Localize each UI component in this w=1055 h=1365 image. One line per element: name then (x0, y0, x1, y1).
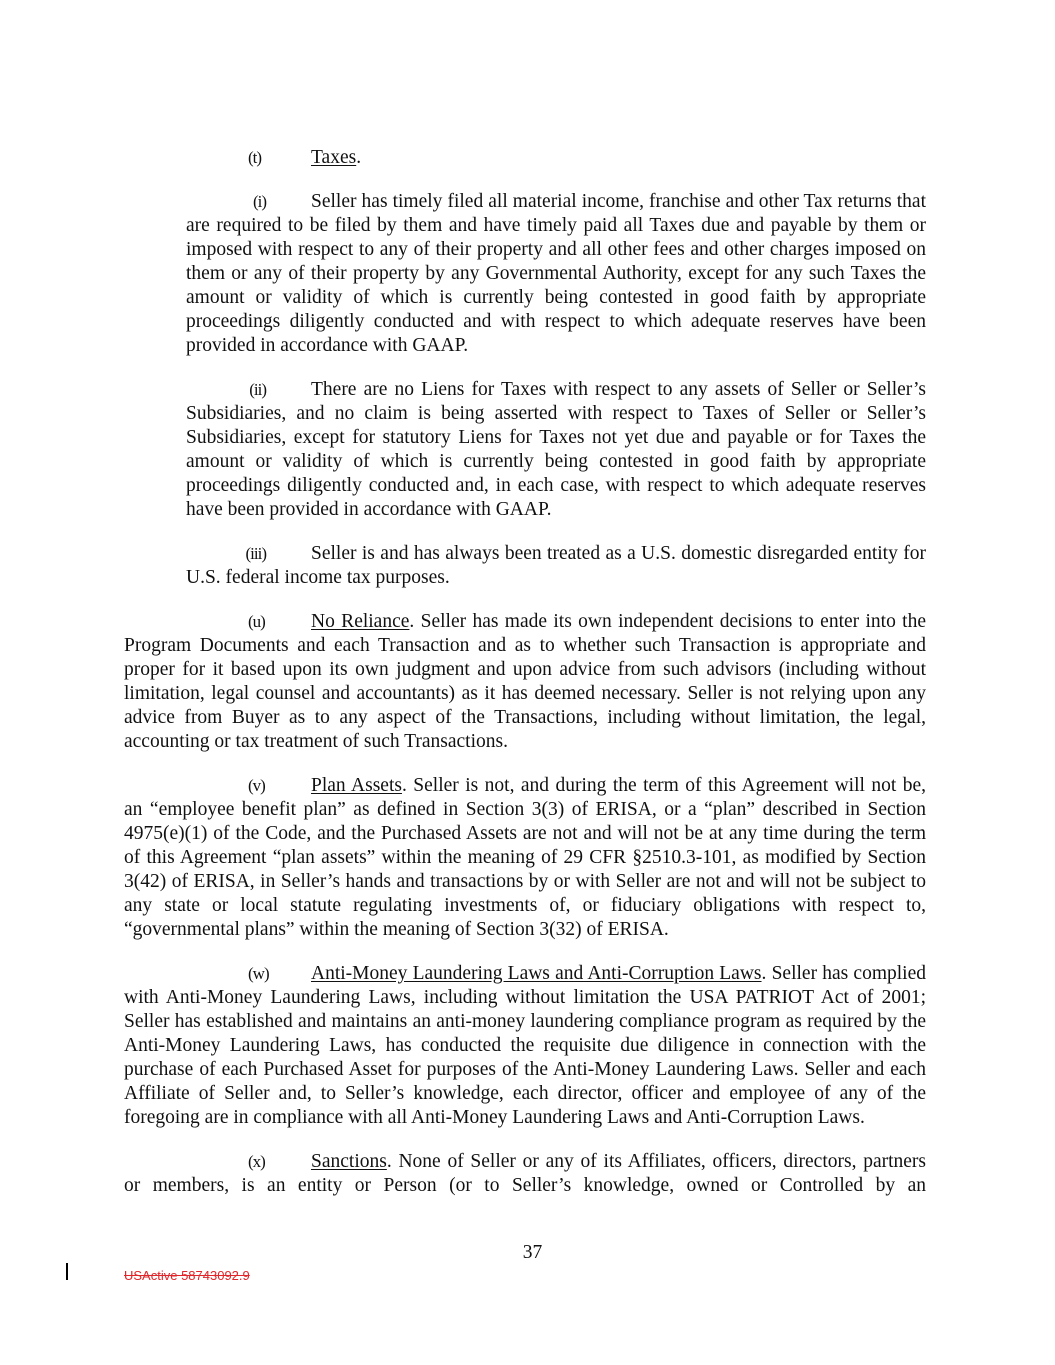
section-x (124, 1150, 926, 1198)
footer-document-id: USActive 58743092.9 (124, 1268, 250, 1283)
subsection-t-i (186, 190, 926, 358)
section-text: . Seller is not, and during the term of this Agreement will not be, an “employee benefit plan” as defined in Section 3(3) of ERISA, or a “plan” described in Section 4975(e)(1) of the Code, and the Purchased Assets are not and will not be at any time during the term of this Agreement “plan assets” within the meaning of 29 CFR §2510.3-101, as modified by Section 3(42) of ERISA, in Seller’s hands and transactions by or with Seller are not and will not be subject to any state or local statute regulating investments of, or fiduciary obligations with respect to, “governmental plans” within the meaning of Section 3(32) of ERISA. (124, 775, 926, 940)
subsection-t-iii (186, 542, 926, 590)
section-v (124, 774, 926, 942)
section-title: Plan Assets (311, 775, 402, 796)
section-label: (u) (248, 612, 265, 631)
section-label: (x) (248, 1152, 265, 1171)
section-t-heading: (t) Taxes. (248, 147, 362, 168)
document-body (124, 146, 926, 1218)
subsection-t-ii (186, 378, 926, 522)
subsection-label: (iii) (245, 544, 266, 563)
section-title: Taxes (311, 147, 357, 168)
section-label: (v) (248, 776, 265, 795)
section-u (124, 610, 926, 754)
subsection-text: Seller is and has always been treated as a U.S. domestic disregarded entity for U.S. federal income tax purposes. (186, 543, 926, 588)
section-w (124, 962, 926, 1130)
page-number: 37 (522, 1242, 543, 1263)
section-text: . Seller has made its own independent decisions to enter into the Program Documents and each Transaction and as to whether such Transaction is appropriate and proper for it based upon its own judgment and upon advice from such advisors (including without limitation, legal counsel and accountants) as it has deemed necessary. Seller is not relying upon any advice from Buyer as to any aspect of the Transactions, including without limitation, the legal, accounting or tax treatment of such Transactions. (124, 611, 927, 752)
subsection-label: (ii) (249, 380, 266, 399)
subsection-label: (i) (252, 192, 266, 211)
section-label: (w) (248, 964, 269, 983)
change-bar (66, 1263, 68, 1280)
section-text: . Seller has complied with Anti-Money Laundering Laws, including without limitation the USA PATRIOT Act of 2001; Seller has established and maintains an anti-money laundering compliance program as required by the Anti-Money Laundering Laws, has conducted the requisite due diligence in connection with the purchase of each Purchased Asset for purposes of the Anti-Money Laundering Laws. Seller and each Affiliate of Seller and, to Seller’s knowledge, each director, officer and employee of any of the foregoing are in compliance with all Anti-Money Laundering Laws and Anti-Corruption Laws. (124, 963, 926, 1128)
section-label: (t) (248, 148, 262, 167)
subsection-text: There are no Liens for Taxes with respect to any assets of Seller or Seller’s Subsidiaries, and no claim is being asserted with respect to Taxes of Seller or Seller’s Subsidiaries, except for statutory Liens for Taxes not yet due and payable or for Taxes the amount or validity of which is currently being contested in good faith by appropriate proceedings diligently conducted and, in each case, with respect to which adequate reserves have been provided in accordance with GAAP. (186, 379, 926, 520)
section-title: Sanctions (311, 1151, 387, 1172)
section-title: Anti-Money Laundering Laws and Anti-Corruption Laws (311, 963, 762, 984)
section-text: . None of Seller or any of its Affiliates, officers, directors, partners or members, is an entity or Person (or to Seller’s knowledge, owned or Controlled by an (124, 1151, 926, 1196)
section-title: No Reliance (311, 611, 410, 632)
subsection-text: Seller has timely filed all material income, franchise and other Tax returns that are required to be filed by them and have timely paid all Taxes due and payable by them or imposed with respect to any of their property and all other fees and other charges imposed on them or any of their property by any Governmental Authority, except for any such Taxes the amount or validity of which is currently being contested in good faith by appropriate proceedings diligently conducted and with respect to which adequate reserves have been provided in accordance with GAAP. (186, 191, 926, 356)
